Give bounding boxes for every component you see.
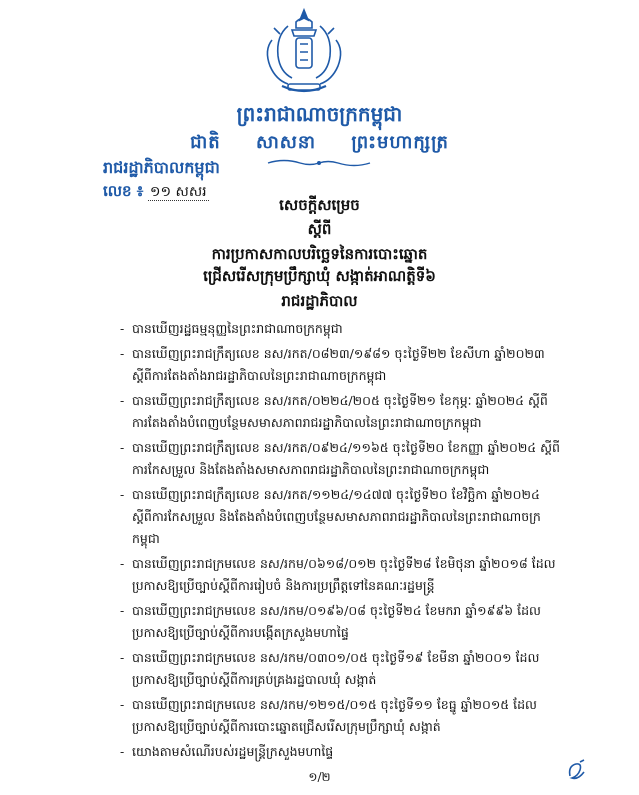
list-item: - បានឃើញរដ្ឋធម្មនុញ្ញនៃព្រះរាជាណាចក្រកម្ពុជា <box>120 318 560 340</box>
list-item: - បានឃើញព្រះរាជក្រមលេខ នស/រកម/០១៩៦/០៨ ចុះថ្ងៃទី២៤ ខែមករា ឆ្នាំ១៩៩៦ ដែលប្រកាសឱ្យប្រើច្បាប់ស្តីពីការបង្កើតក្រសួងមហាផ្ទៃ <box>120 600 560 644</box>
ornament-icon <box>264 158 374 168</box>
reference-value: ១១ សសរ <box>149 184 207 200</box>
handwritten-initial-icon <box>566 758 588 784</box>
motto-king: ព្រះមហាក្សត្រ <box>351 132 449 153</box>
coat-of-arms-icon <box>258 6 350 96</box>
subject-line-2: ជ្រើសរើសក្រុមប្រឹក្សាឃុំ សង្កាត់អាណត្តិទី៦ <box>203 267 436 285</box>
list-item: - បានឃើញព្រះរាជក្រមលេខ នស/រកម/១២១៥/០១៥ ចុះថ្ងៃទី១១ ខែធ្នូ ឆ្នាំ២០១៥ ដែលប្រកាសឱ្យប្រើច្បាប់ស្តីពីការបោះឆ្នោតជ្រើសរើសក្រុមប្រឹក្សាឃុំ សង្កាត់ <box>120 694 560 738</box>
list-item: - យោងតាមសំណើរបស់រដ្ឋមន្ត្រីក្រសួងមហាផ្ទៃ <box>120 741 560 763</box>
national-motto <box>0 130 639 157</box>
about-label: ស្តីពី <box>307 220 332 238</box>
legal-basis-list <box>120 318 560 766</box>
motto-religion: សាសនា <box>255 132 317 153</box>
reference-label: លេខ ៖ <box>103 182 144 200</box>
list-item: - បានឃើញព្រះរាជក្រឹត្យលេខ នស/រកត/០៩២៤/១១៦៥ ចុះថ្ងៃទី២០ ខែកញ្ញា ឆ្នាំ២០២៤ ស្តីពីការកែសម្រួល និងតែងតាំងសមាសភាពរាជរដ្ឋាភិបាលនៃព្រះរាជាណាចក្រកម្ពុជា <box>120 437 560 481</box>
list-item: - បានឃើញព្រះរាជក្រមលេខ នស/រកម/០៣០១/០៥ ចុះថ្ងៃទី១៩ ខែមីនា ឆ្នាំ២០០១ ដែលប្រកាសឱ្យប្រើច្បាប់ស្តីពីការគ្រប់គ្រងរដ្ឋបាលឃុំ សង្កាត់ <box>120 647 560 691</box>
list-item: - បានឃើញព្រះរាជក្រមលេខ នស/រកម/០៦១៨/០១២ ចុះថ្ងៃទី២៨ ខែមិថុនា ឆ្នាំ២០១៨ ដែលប្រកាសឱ្យប្រើច្បាប់ស្តីពីការរៀបចំ និងការប្រព្រឹត្តទៅនៃគណៈរដ្ឋមន្ត្រី <box>120 553 560 597</box>
motto-nation: ជាតិ <box>190 132 221 153</box>
list-item: - បានឃើញព្រះរាជក្រឹត្យលេខ នស/រកត/០៨២៣/១៩៨១ ចុះថ្ងៃទី២២ ខែសីហា ឆ្នាំ២០២៣ ស្តីពីការតែងតាំងរាជរដ្ឋាភិបាលនៃព្រះរាជាណាចក្រកម្ពុជា <box>120 343 560 387</box>
page-number: ១/២ <box>308 770 331 784</box>
subject-line-1: ការប្រកាសកាលបរិច្ឆេទនៃការបោះឆ្នោត <box>211 245 428 263</box>
list-item: - បានឃើញព្រះរាជក្រឹត្យលេខ នស/រកត/១១២៤/១៤៧៧ ចុះថ្ងៃទី២០ ខែវិច្ឆិកា ឆ្នាំ២០២៤ ស្តីពីការកែសម្រួល និងតែងតាំងបំពេញបន្ថែមសមាសភាពរាជរដ្ឋាភិបាលនៃព្រះរាជាណាចក្រកម្ពុជា <box>120 484 560 550</box>
kingdom-title: ព្រះរាជាណាចក្រកម្ពុជា <box>236 102 403 126</box>
list-item: - បានឃើញព្រះរាជក្រឹត្យលេខ នស/រកត/០២២៤/២០៥ ចុះថ្ងៃទី២១ ខែកុម្ភៈ ឆ្នាំ២០២៤ ស្តីពីការតែងតាំងបំពេញបន្ថែមសមាសភាពរាជរដ្ឋាភិបាលនៃព្រះរាជាណាចក្រកម្ពុជា <box>120 390 560 434</box>
authority-heading: រាជរដ្ឋាភិបាល <box>281 292 358 310</box>
document-type: សេចក្តីសម្រេច <box>279 196 360 214</box>
issuer-name: រាជរដ្ឋាភិបាលកម្ពុជា <box>103 158 220 177</box>
